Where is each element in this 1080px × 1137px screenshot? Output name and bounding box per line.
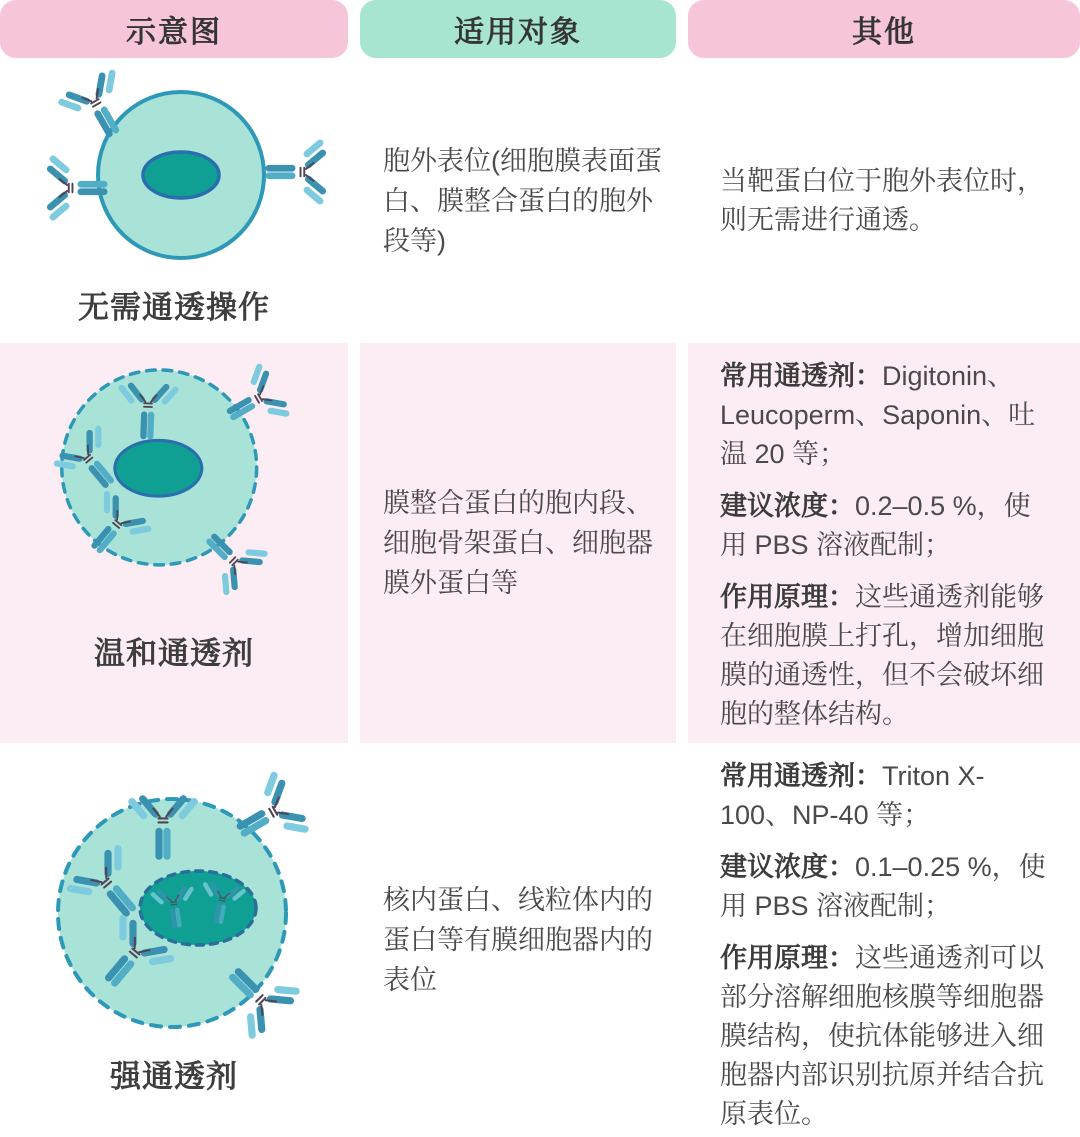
note-label: 作用原理：: [720, 943, 855, 973]
note-item: [720, 578, 1054, 734]
note-label: 作用原理：: [720, 582, 855, 612]
target-text: 膜整合蛋白的胞内段、细胞骨架蛋白、细胞器膜外蛋白等: [383, 488, 653, 598]
note-label: 建议浓度：: [720, 491, 855, 521]
header-tab-target: [360, 0, 676, 58]
row3-diagram-cell: [0, 743, 348, 1137]
cell-diagram-mild-permeabilizer: [0, 343, 348, 743]
row2-caption: 温和通透剂: [94, 636, 254, 671]
antibody-icon: [266, 138, 331, 206]
note-label: 常用通透剂：: [720, 361, 882, 391]
target-text: 胞外表位(细胞膜表面蛋白、膜整合蛋白的胞外段等): [383, 145, 662, 256]
header-tab-schematic: [0, 0, 348, 58]
header-label: 其他: [852, 16, 916, 49]
row3-target-cell: [360, 743, 676, 1137]
row1-diagram-cell: [0, 58, 348, 343]
header-label: 适用对象: [454, 16, 582, 49]
row2-notes-cell: [688, 343, 1080, 743]
note-item: [720, 757, 1054, 835]
note-text: 这些通透剂可以部分溶解细胞核膜等细胞器膜结构，使抗体能够进入细胞器内部识别抗原并结合抗原表位。: [720, 943, 1044, 1129]
note-text: Digitonin、Leucoperm、Saponin、吐温 20 等；: [720, 361, 1036, 469]
note-label: 建议浓度：: [720, 852, 855, 882]
header-tab-other: [688, 0, 1080, 58]
row2-target-cell: [360, 343, 676, 743]
row2-diagram-cell: [0, 343, 348, 743]
note-item: [720, 848, 1054, 926]
note-text: 当靶蛋白位于胞外表位时，则无需进行通透。: [720, 165, 1044, 235]
note-label: 常用通透剂：: [720, 761, 882, 791]
row1-notes-cell: [688, 58, 1080, 343]
note-item: [720, 487, 1054, 565]
row3-caption: 强通透剂: [110, 1059, 238, 1094]
nucleus-icon: [143, 152, 219, 198]
nucleus-dashed-icon: [140, 871, 256, 945]
row1-target-cell: [360, 58, 676, 343]
note-item: [720, 357, 1054, 474]
note-text: Triton X-100、NP-40 等；: [720, 761, 985, 830]
note-item: [720, 162, 1054, 240]
row3-notes-cell: [688, 743, 1080, 1137]
note-text: 0.1–0.25 %，使用 PBS 溶液配制；: [720, 852, 1046, 921]
note-item: [720, 939, 1054, 1134]
nucleus-icon: [115, 440, 202, 496]
target-text: 核内蛋白、线粒体内的蛋白等有膜细胞器内的表位: [383, 885, 653, 995]
row1-caption: 无需通透操作: [78, 290, 270, 325]
note-text: 0.2–0.5 %，使用 PBS 溶液配制；: [720, 491, 1031, 560]
header-label: 示意图: [126, 16, 222, 49]
note-text: 这些通透剂能够在细胞膜上打孔，增加细胞膜的通透性，但不会破坏细胞的整体结构。: [720, 582, 1044, 729]
